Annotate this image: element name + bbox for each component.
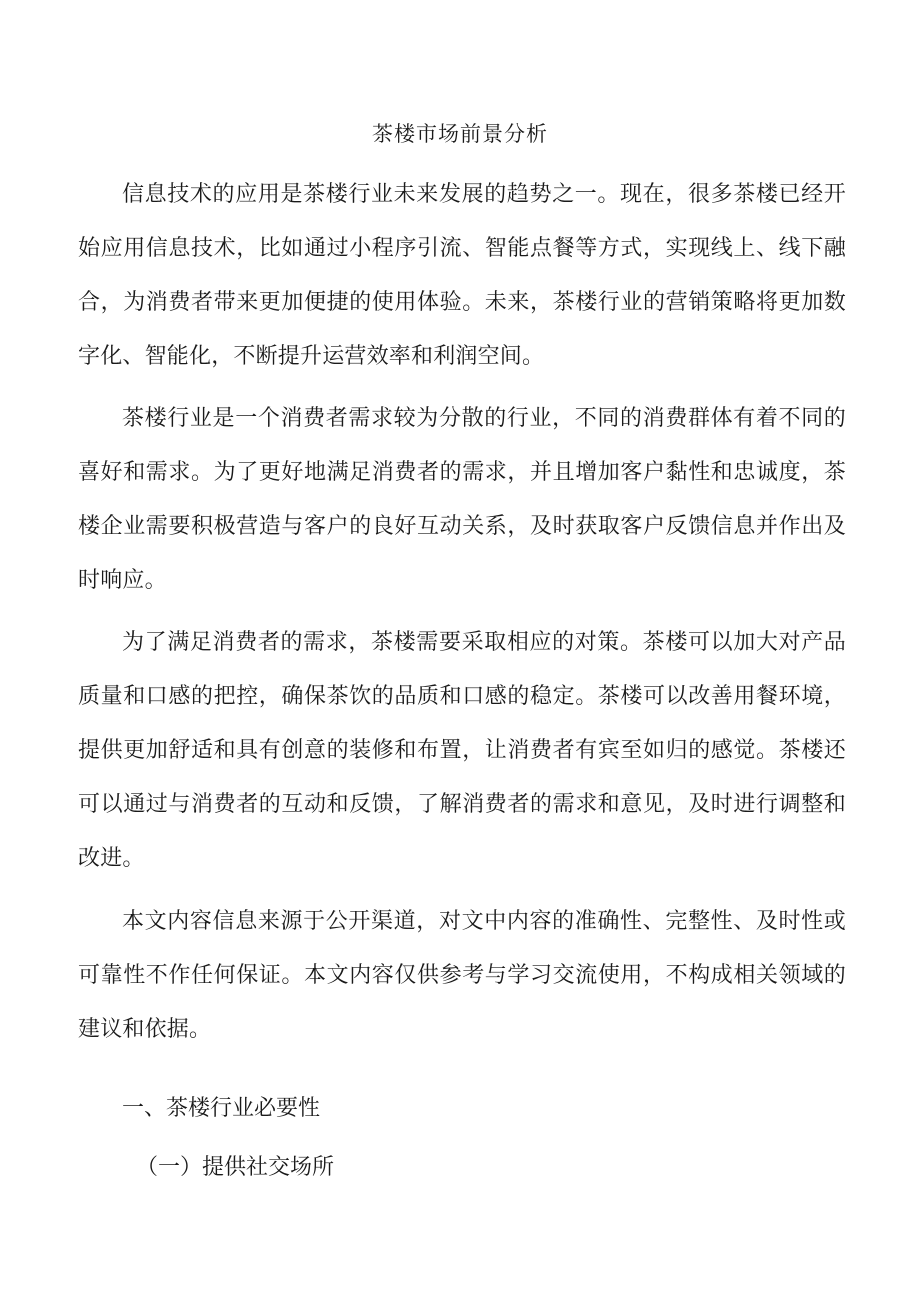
paragraph-consumer-demand: 茶楼行业是一个消费者需求较为分散的行业，不同的消费群体有着不同的喜好和需求。为了更好地满足消费者的需求，并且增加客户黏性和忠诚度，茶楼企业需要积极营造与客户的良好互动关系，及时获取客户反馈信息并作出及时响应。 — [78, 406, 846, 593]
paragraph-info-tech: 信息技术的应用是茶楼行业未来发展的趋势之一。现在，很多茶楼已经开始应用信息技术，比如通过小程序引流、智能点餐等方式，实现线上、线下融合，为消费者带来更加便捷的使用体验。未来，茶楼行业的营销策略将更加数字化、智能化，不断提升运营效率和利润空间。 — [78, 182, 846, 369]
subsection-heading: （一）提供社交场所 — [136, 1155, 335, 1180]
section-heading: 一、茶楼行业必要性 — [122, 1096, 321, 1121]
document-title: 茶楼市场前景分析 — [372, 122, 548, 146]
paragraph-countermeasures: 为了满足消费者的需求，茶楼需要采取相应的对策。茶楼可以加大对产品质量和口感的把控，确保茶饮的品质和口感的稳定。茶楼可以改善用餐环境，提供更加舒适和具有创意的装修和布置，让消费者有宾至如归的感觉。茶楼还可以通过与消费者的互动和反馈，了解消费者的需求和意见，及时进行调整和改进。 — [78, 630, 846, 871]
paragraph-disclaimer: 本文内容信息来源于公开渠道，对文中内容的准确性、完整性、及时性或可靠性不作任何保证。本文内容仅供参考与学习交流使用，不构成相关领域的建议和依据。 — [78, 909, 846, 1042]
